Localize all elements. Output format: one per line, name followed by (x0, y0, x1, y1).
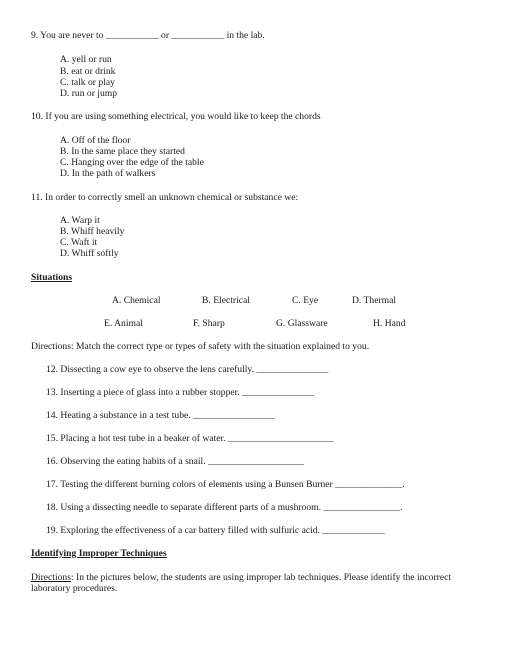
situation-item-15: 15. Placing a hot test tube in a beaker of water. ______________________ (46, 433, 334, 444)
safety-type-sharp: F. Sharp (193, 318, 225, 329)
safety-type-hand: H. Hand (373, 318, 406, 329)
q11-option-a: A. Warp it (60, 215, 100, 226)
situations-directions: Directions: Match the correct type or types of safety with the situation explained to you. (31, 341, 370, 352)
safety-type-eye: C. Eye (292, 295, 319, 306)
question-10-stem: 10. If you are using something electrical, you would like to keep the chords (31, 111, 321, 122)
safety-type-chemical: A. Chemical (112, 295, 161, 306)
question-11-stem: 11. In order to correctly smell an unknown chemical or substance we: (31, 192, 299, 203)
q9-option-b: B. eat or drink (60, 66, 116, 77)
q9-option-c: C. talk or play (60, 77, 115, 88)
improper-directions-text: : In the pictures below, the students are using improper lab techniques. Please identify the incorrect (70, 572, 452, 583)
improper-directions-line2: laboratory procedures. (31, 583, 118, 594)
situation-item-16: 16. Observing the eating habits of a snail. ____________________ (46, 456, 304, 467)
safety-type-electrical: B. Electrical (202, 295, 250, 306)
safety-type-thermal: D. Thermal (352, 295, 397, 306)
improper-techniques-heading: Identifying Improper Techniques (31, 548, 167, 559)
safety-type-glassware: G. Glassware (276, 318, 328, 329)
q9-option-a: A. yell or run (60, 54, 112, 65)
situation-item-17: 17. Testing the different burning colors of elements using a Bunsen Burner ______________. (46, 479, 405, 490)
q10-option-d: D. In the path of walkers (60, 168, 156, 179)
q10-option-c: C. Hanging over the edge of the table (60, 157, 204, 168)
directions-label: Directions (31, 572, 71, 583)
situation-item-19: 19. Exploring the effectiveness of a car battery filled with sulfuric acid. _____________ (46, 525, 385, 536)
situation-item-14: 14. Heating a substance in a test tube. _________________ (46, 410, 275, 421)
situation-item-12: 12. Dissecting a cow eye to observe the lens carefully. _______________ (46, 364, 329, 375)
situation-item-18: 18. Using a dissecting needle to separate different parts of a mushroom. ________________. (46, 502, 403, 513)
situation-item-13: 13. Inserting a piece of glass into a rubber stopper. _______________ (46, 387, 315, 398)
safety-type-animal: E. Animal (104, 318, 143, 329)
question-9-stem: 9. You are never to ___________ or ___________ in the lab. (31, 30, 265, 41)
improper-directions-line1 (31, 572, 451, 583)
q11-option-d: D. Whiff softly (60, 248, 119, 259)
q11-option-b: B. Whiff heavily (60, 226, 125, 237)
q11-option-c: C. Waft it (60, 237, 98, 248)
situations-heading: Situations (31, 272, 73, 283)
q9-option-d: D. run or jump (60, 88, 118, 99)
q10-option-a: A. Off of the floor (60, 135, 131, 146)
q10-option-b: B. In the same place they started (60, 146, 185, 157)
